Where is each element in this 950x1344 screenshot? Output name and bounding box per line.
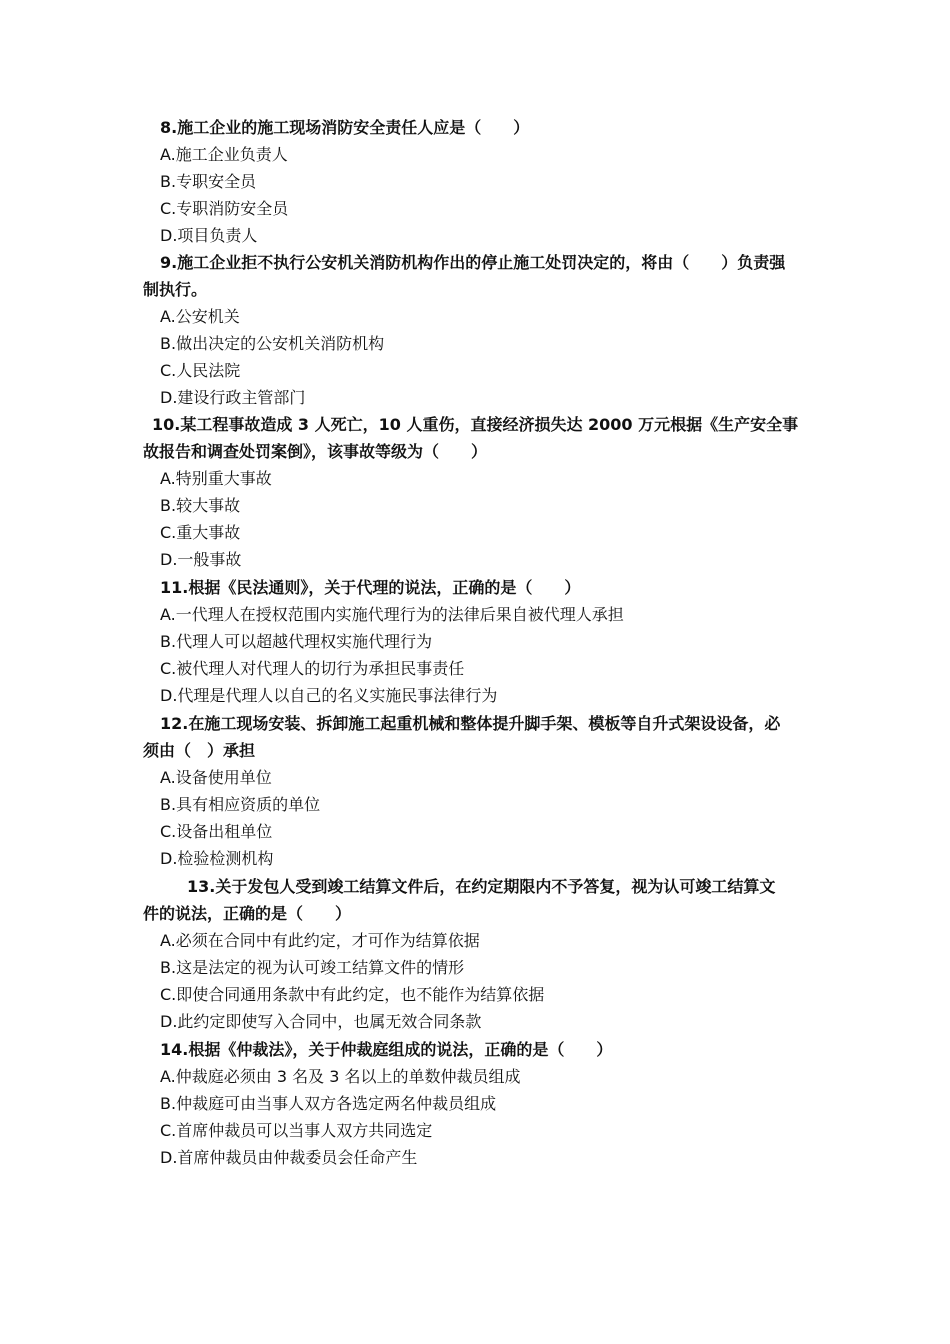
question-11-option-c: C.被代理人对代理人的切行为承担民事责任	[160, 659, 465, 678]
question-9-stem-line-1: 9.施工企业拒不执行公安机关消防机构作出的停止施工处罚决定的，将由（ ）负责强	[160, 253, 786, 272]
question-12-option-d: D.检验检测机构	[160, 849, 274, 868]
question-12-option-b: B.具有相应资质的单位	[160, 795, 321, 814]
question-11-option-b: B.代理人可以超越代理权实施代理行为	[160, 632, 433, 651]
question-13-stem-line-1: 13.关于发包人受到竣工结算文件后，在约定期限内不予答复，视为认可竣工结算文	[187, 877, 776, 896]
question-11-option-d: D.代理是代理人以自己的名义实施民事法律行为	[160, 686, 498, 705]
question-9-stem-line-2: 制执行。	[143, 280, 208, 299]
question-8-option-d: D.项目负责人	[160, 226, 258, 245]
question-12-stem-line-2: 须由（ ）承担	[143, 741, 256, 760]
question-12-option-c: C.设备出租单位	[160, 822, 273, 841]
question-10-option-d: D.一般事故	[160, 550, 242, 569]
question-13-option-a: A.必须在合同中有此约定，才可作为结算依据	[160, 931, 480, 950]
question-9-option-c: C.人民法院	[160, 361, 241, 380]
question-9-option-d: D.建设行政主管部门	[160, 388, 306, 407]
question-8-stem: 8.施工企业的施工现场消防安全责任人应是（ ）	[160, 118, 530, 137]
question-8-option-a: A.施工企业负责人	[160, 145, 288, 164]
question-13-option-c: C.即使合同通用条款中有此约定，也不能作为结算依据	[160, 985, 545, 1004]
question-14-option-c: C.首席仲裁员可以当事人双方共同选定	[160, 1121, 433, 1140]
question-13-option-d: D.此约定即使写入合同中，也属无效合同条款	[160, 1012, 482, 1031]
question-13-stem-line-2: 件的说法，正确的是（ ）	[143, 904, 352, 923]
question-14-option-b: B.仲裁庭可由当事人双方各选定两名仲裁员组成	[160, 1094, 497, 1113]
question-10-stem-line-1: 10.某工程事故造成 3 人死亡，10 人重伤，直接经济损失达 2000 万元根据《生产安全事	[152, 415, 799, 434]
question-14-stem: 14.根据《仲裁法》，关于仲裁庭组成的说法，正确的是（ ）	[160, 1040, 613, 1059]
question-11-option-a: A.一代理人在授权范围内实施代理行为的法律后果自被代理人承担	[160, 605, 624, 624]
question-10-option-a: A.特别重大事故	[160, 469, 272, 488]
question-11-stem: 11.根据《民法通则》，关于代理的说法，正确的是（ ）	[160, 578, 581, 597]
question-8-option-b: B.专职安全员	[160, 172, 257, 191]
question-14-option-d: D.首席仲裁员由仲裁委员会任命产生	[160, 1148, 418, 1167]
question-14-option-a: A.仲裁庭必须由 3 名及 3 名以上的单数仲裁员组成	[160, 1067, 521, 1086]
question-12-stem-line-1: 12.在施工现场安装、拆卸施工起重机械和整体提升脚手架、模板等自升式架设设备，必	[160, 714, 781, 733]
question-9-option-b: B.做出决定的公安机关消防机构	[160, 334, 385, 353]
question-10-option-c: C.重大事故	[160, 523, 241, 542]
question-12-option-a: A.设备使用单位	[160, 768, 272, 787]
question-8-option-c: C.专职消防安全员	[160, 199, 289, 218]
question-13-option-b: B.这是法定的视为认可竣工结算文件的情形	[160, 958, 465, 977]
question-10-option-b: B.较大事故	[160, 496, 241, 515]
question-10-stem-line-2: 故报告和调查处罚案倒》，该事故等级为（ ）	[143, 442, 488, 461]
question-9-option-a: A.公安机关	[160, 307, 240, 326]
